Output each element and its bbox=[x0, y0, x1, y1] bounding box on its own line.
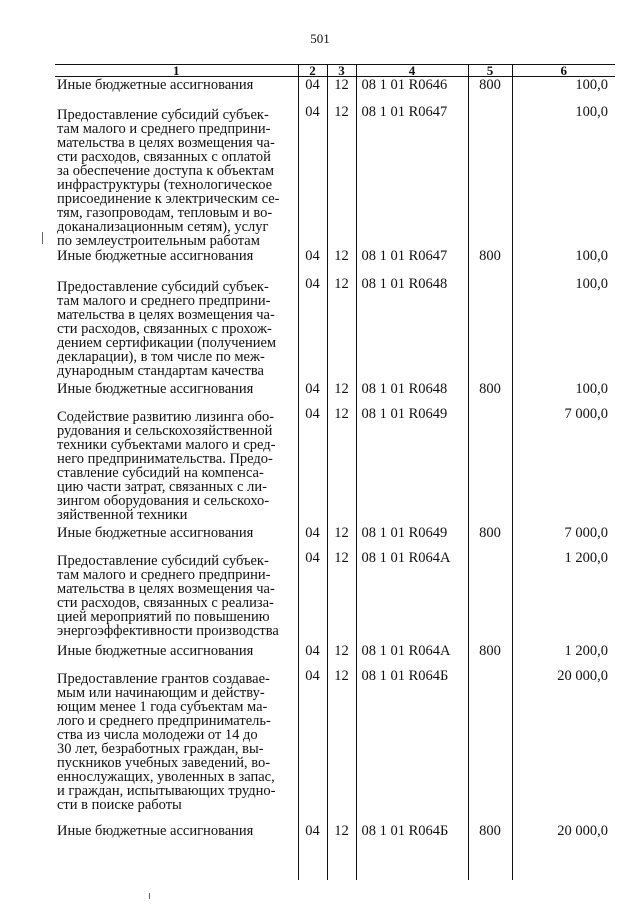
header-col-4: 4 bbox=[356, 65, 468, 77]
row-description-line: Содействие развитию лизинга обо- bbox=[57, 408, 275, 425]
row-section-code: 04 bbox=[298, 406, 327, 525]
row-description-line: сти в поиске работы bbox=[57, 796, 182, 813]
row-description bbox=[55, 276, 298, 381]
row-amount: 100,0 bbox=[512, 104, 615, 248]
row-target-article: 08 1 01 R0648 bbox=[356, 381, 468, 406]
header-col-6: 6 bbox=[512, 65, 615, 77]
row-amount: 100,0 bbox=[512, 248, 615, 276]
row-subsection-code: 12 bbox=[327, 823, 356, 880]
row-description-line: дением сертификации (получением bbox=[57, 334, 277, 351]
row-target-article: 08 1 01 R0648 bbox=[356, 276, 468, 381]
row-description-line: там малого и среднего предприни- bbox=[57, 566, 271, 583]
row-subsection-code: 12 bbox=[327, 381, 356, 406]
row-description bbox=[55, 104, 298, 248]
table-row bbox=[55, 248, 615, 276]
table-row bbox=[55, 406, 615, 525]
row-description-line: мательства в целях возмещения ча- bbox=[57, 134, 275, 151]
row-target-article: 08 1 01 R0647 bbox=[356, 104, 468, 248]
row-description-line: инфраструктуры (технологическое bbox=[57, 176, 273, 193]
row-subsection-code: 12 bbox=[327, 77, 356, 104]
row-description-line: Предоставление субсидий субъек- bbox=[57, 278, 269, 295]
row-section-code: 04 bbox=[298, 643, 327, 668]
row-expense-type: 800 bbox=[468, 381, 512, 406]
row-description bbox=[55, 823, 298, 880]
row-target-article: 08 1 01 R064A bbox=[356, 550, 468, 643]
row-subsection-code: 12 bbox=[327, 406, 356, 525]
row-description-line: Предоставление грантов создавае- bbox=[57, 670, 270, 687]
row-amount: 1 200,0 bbox=[512, 643, 615, 668]
row-target-article: 08 1 01 R064Б bbox=[356, 668, 468, 823]
row-subsection-code: 12 bbox=[327, 248, 356, 276]
row-amount: 7 000,0 bbox=[512, 525, 615, 550]
row-description-line: рудования и сельскохозяйственной bbox=[57, 422, 273, 439]
row-description-line: и граждан, испытывающих трудно- bbox=[57, 782, 276, 799]
row-description-line: мательства в целях возмещения ча- bbox=[57, 580, 275, 597]
scan-mark bbox=[42, 232, 43, 244]
row-expense-type bbox=[468, 104, 512, 248]
row-description-line: ства из числа молодежи от 14 до bbox=[57, 726, 258, 743]
row-target-article: 08 1 01 R0646 bbox=[356, 77, 468, 104]
row-expense-type: 800 bbox=[468, 643, 512, 668]
row-description-line: присоединение к электрическим се- bbox=[57, 190, 280, 207]
row-section-code: 04 bbox=[298, 525, 327, 550]
row-amount: 7 000,0 bbox=[512, 406, 615, 525]
row-section-code: 04 bbox=[298, 248, 327, 276]
row-description bbox=[55, 668, 298, 823]
row-description-line: цию части затрат, связанных с ли- bbox=[57, 478, 267, 495]
row-amount: 20 000,0 bbox=[512, 823, 615, 880]
row-description bbox=[55, 406, 298, 525]
row-section-code: 04 bbox=[298, 823, 327, 880]
row-description-line: Иные бюджетные ассигнования bbox=[57, 380, 254, 397]
page-number: 501 bbox=[310, 31, 330, 46]
row-description-line: пускников учебных заведений, во- bbox=[57, 754, 271, 771]
row-subsection-code: 12 bbox=[327, 643, 356, 668]
row-subsection-code: 12 bbox=[327, 550, 356, 643]
row-description bbox=[55, 77, 298, 104]
row-amount: 1 200,0 bbox=[512, 550, 615, 643]
row-description-line: зяйственной техники bbox=[57, 506, 188, 523]
row-description-line: сти расходов, связанных с реализа- bbox=[57, 594, 274, 611]
row-expense-type: 800 bbox=[468, 77, 512, 104]
header-col-3: 3 bbox=[327, 65, 356, 77]
row-description-line: сти расходов, связанных с прохож- bbox=[57, 320, 272, 337]
table-row bbox=[55, 823, 615, 880]
row-description-line: Иные бюджетные ассигнования bbox=[57, 642, 254, 659]
row-description-line: ставление субсидий на компенса- bbox=[57, 464, 264, 481]
row-description-line: техники субъектами малого и сред- bbox=[57, 436, 276, 453]
row-expense-type: 800 bbox=[468, 525, 512, 550]
row-description-line: него предпринимательства. Предо- bbox=[57, 450, 273, 467]
row-description-line: за обеспечение доступа к объектам bbox=[57, 162, 275, 179]
row-description-line: мым или начинающим и действу- bbox=[57, 684, 265, 701]
row-amount: 100,0 bbox=[512, 77, 615, 104]
row-description-line: еннослужащих, уволенных в запас, bbox=[57, 768, 275, 785]
row-description-line: ющим менее 1 года субъектам ма- bbox=[57, 698, 268, 715]
row-description-line: там малого и среднего предприни- bbox=[57, 292, 271, 309]
row-description-line: мательства в целях возмещения ча- bbox=[57, 306, 275, 323]
row-expense-type: 800 bbox=[468, 248, 512, 276]
row-section-code: 04 bbox=[298, 104, 327, 248]
row-description-line: Иные бюджетные ассигнования bbox=[57, 77, 254, 93]
table-row bbox=[55, 643, 615, 668]
row-expense-type bbox=[468, 668, 512, 823]
table-row bbox=[55, 668, 615, 823]
scan-mark bbox=[149, 893, 150, 899]
row-description-line: Предоставление субсидий субъек- bbox=[57, 106, 269, 123]
row-section-code: 04 bbox=[298, 668, 327, 823]
row-section-code: 04 bbox=[298, 77, 327, 104]
row-description-line: зингом оборудования и сельскохо- bbox=[57, 492, 270, 509]
row-description-line: по землеустроительным работам bbox=[57, 232, 260, 249]
row-target-article: 08 1 01 R064Б bbox=[356, 823, 468, 880]
row-description bbox=[55, 643, 298, 668]
row-description-line: доканализационным сетям), услуг bbox=[57, 218, 269, 235]
row-description-line: Иные бюджетные ассигнования bbox=[57, 524, 254, 541]
budget-table bbox=[55, 64, 615, 880]
row-description-line: сти расходов, связанных с оплатой bbox=[57, 148, 271, 165]
row-target-article: 08 1 01 R064A bbox=[356, 643, 468, 668]
row-description-line: Предоставление субсидий субъек- bbox=[57, 552, 269, 569]
table-row bbox=[55, 525, 615, 550]
row-description-line: тям, газопроводам, тепловым и во- bbox=[57, 204, 273, 221]
table-row bbox=[55, 550, 615, 643]
row-subsection-code: 12 bbox=[327, 668, 356, 823]
table-row bbox=[55, 104, 615, 248]
table-row bbox=[55, 381, 615, 406]
header-row bbox=[55, 65, 615, 77]
row-amount: 20 000,0 bbox=[512, 668, 615, 823]
row-description-line: Иные бюджетные ассигнования bbox=[57, 247, 254, 264]
row-amount: 100,0 bbox=[512, 276, 615, 381]
row-description-line: Иные бюджетные ассигнования bbox=[57, 822, 254, 839]
row-description-line: энергоэффективности производства bbox=[57, 622, 279, 639]
table-body bbox=[55, 77, 615, 880]
row-target-article: 08 1 01 R0649 bbox=[356, 525, 468, 550]
row-section-code: 04 bbox=[298, 276, 327, 381]
row-section-code: 04 bbox=[298, 550, 327, 643]
row-description-line: лого и среднего предприниматель- bbox=[57, 712, 271, 729]
row-subsection-code: 12 bbox=[327, 276, 356, 381]
row-target-article: 08 1 01 R0649 bbox=[356, 406, 468, 525]
row-description bbox=[55, 525, 298, 550]
row-description-line: 30 лет, безработных граждан, вы- bbox=[57, 740, 264, 757]
row-description bbox=[55, 381, 298, 406]
row-amount: 100,0 bbox=[512, 381, 615, 406]
header-col-2: 2 bbox=[298, 65, 327, 77]
row-expense-type bbox=[468, 550, 512, 643]
row-expense-type: 800 bbox=[468, 823, 512, 880]
row-description-line: дународным стандартам качества bbox=[57, 362, 264, 379]
row-description bbox=[55, 550, 298, 643]
row-description-line: там малого и среднего предприни- bbox=[57, 120, 271, 137]
row-subsection-code: 12 bbox=[327, 525, 356, 550]
row-target-article: 08 1 01 R0647 bbox=[356, 248, 468, 276]
table-row bbox=[55, 276, 615, 381]
row-expense-type bbox=[468, 406, 512, 525]
header-col-1: 1 bbox=[55, 65, 298, 77]
header-col-5: 5 bbox=[468, 65, 512, 77]
row-expense-type bbox=[468, 276, 512, 381]
table-row bbox=[55, 77, 615, 104]
row-description-line: цией мероприятий по повышению bbox=[57, 608, 270, 625]
row-description-line: декларации), в том числе по меж- bbox=[57, 348, 265, 365]
row-subsection-code: 12 bbox=[327, 104, 356, 248]
row-section-code: 04 bbox=[298, 381, 327, 406]
row-description bbox=[55, 248, 298, 276]
